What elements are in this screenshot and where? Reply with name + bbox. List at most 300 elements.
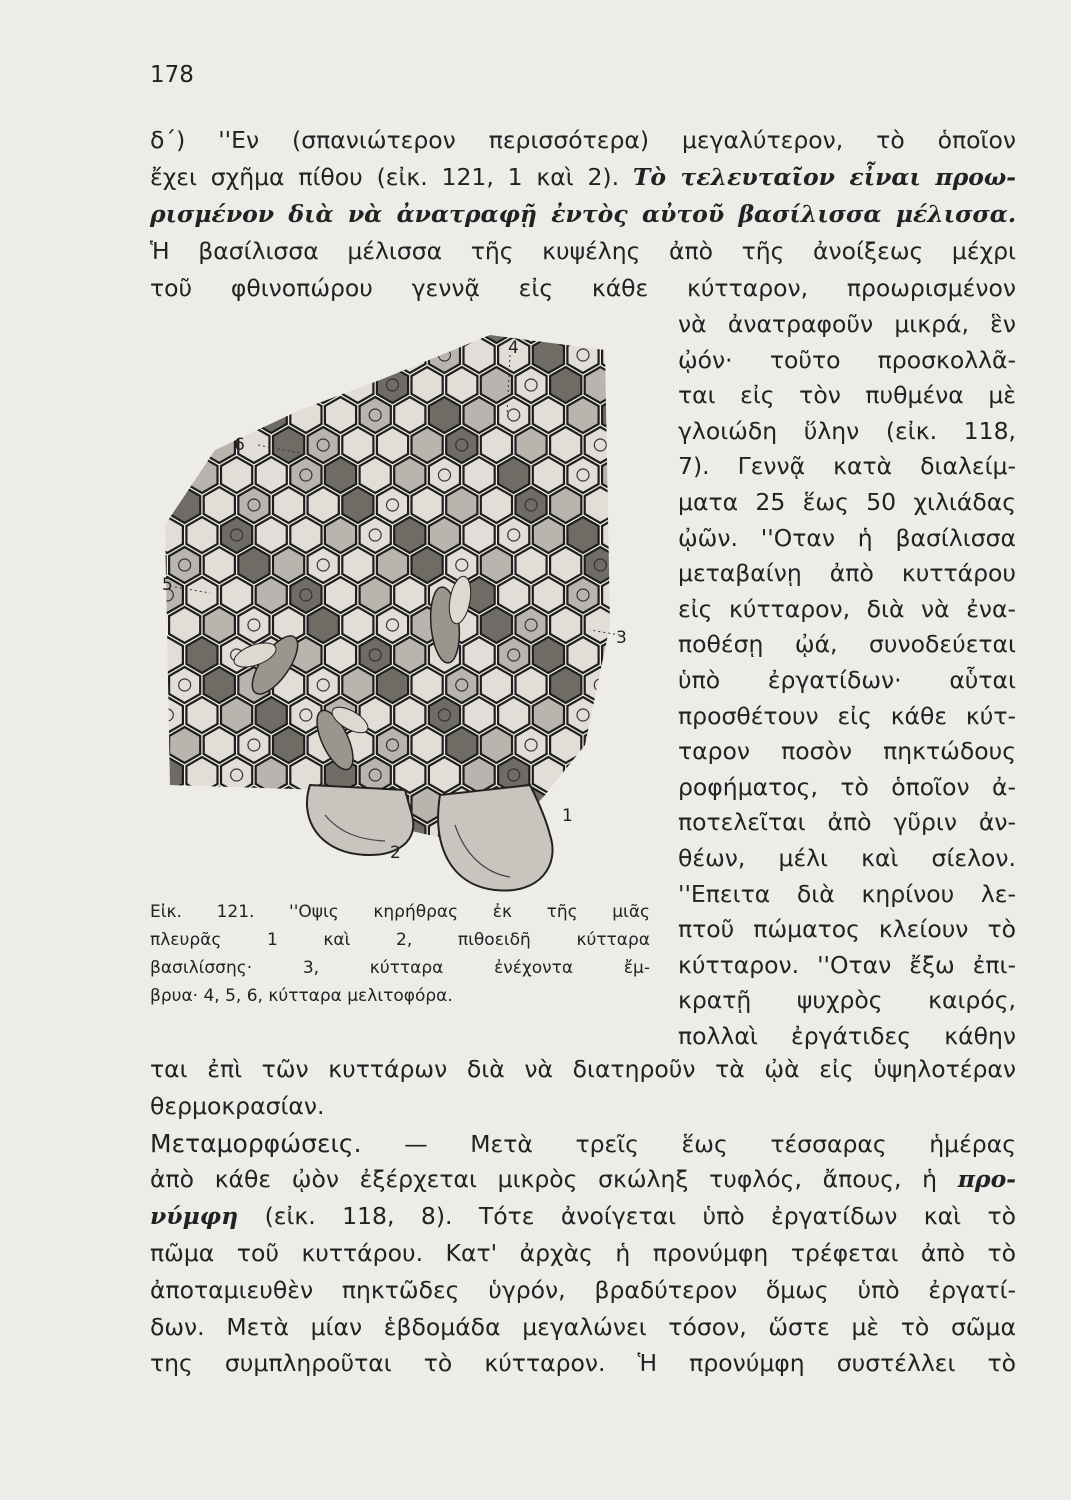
comb-cell [221, 517, 252, 553]
text-line: εἰς κύτταρον, διὰ νὰ ἐνα- [678, 594, 1016, 623]
cell-larva [646, 529, 658, 541]
figure-label-5: 5 [162, 575, 173, 595]
comb-cell [498, 517, 529, 553]
comb-cell [186, 697, 217, 733]
comb-cell [550, 667, 581, 703]
comb-cell [550, 325, 581, 343]
comb-cell [308, 667, 339, 703]
text-line: ται εἰς τὸν πυθμένα μὲ [678, 381, 1016, 410]
cell-larva [248, 859, 260, 871]
comb-cell [273, 325, 304, 343]
comb-cell [150, 667, 166, 703]
text-line [150, 1129, 1016, 1158]
comb-cell [567, 577, 598, 613]
figure-caption-line: Εἰκ. 121. ''Οψις κηρήθρας ἐκ τῆς μιᾶς [150, 902, 650, 922]
text-line: ποτελεῖται ἀπὸ γῦριν ἀν- [678, 808, 1016, 837]
comb-cell [516, 727, 547, 763]
comb-cell [602, 397, 633, 433]
text-line [150, 237, 1016, 265]
comb-cell [256, 577, 287, 613]
comb-cell [221, 457, 252, 493]
comb-cell [464, 637, 495, 673]
comb-cell [429, 457, 460, 493]
comb-cell [238, 487, 269, 523]
comb-cell [585, 607, 616, 643]
comb-cell [446, 325, 477, 343]
comb-cell [221, 397, 252, 433]
cell-larva [161, 829, 173, 841]
text-run: νύμφη [150, 1202, 239, 1231]
comb-cell [637, 877, 668, 900]
comb-cell [256, 817, 287, 853]
comb-cell [152, 457, 183, 493]
comb-cell [602, 877, 633, 900]
comb-cell [567, 637, 598, 673]
comb-cell [308, 847, 339, 883]
comb-cell [150, 487, 166, 523]
comb-cell [412, 727, 443, 763]
comb-cell [567, 517, 598, 553]
comb-cell [550, 367, 581, 403]
comb-cell [256, 697, 287, 733]
comb-cell [308, 367, 339, 403]
comb-cell [412, 667, 443, 703]
text-line: νὰ ἀνατραφοῦν μικρά, ἓν [678, 310, 1016, 338]
comb-cell [412, 847, 443, 883]
text-line [150, 126, 1016, 154]
comb-cell [152, 877, 183, 900]
comb-cell [273, 727, 304, 763]
comb-cell [325, 457, 356, 493]
comb-cell [637, 637, 668, 673]
comb-cell [360, 877, 391, 900]
cell-larva [300, 349, 312, 361]
figure-caption-line: βρυα· 4, 5, 6, κύτταρα μελιτοφόρα. [150, 986, 453, 1006]
comb-cell [429, 697, 460, 733]
comb-cell [325, 637, 356, 673]
text-line [150, 1313, 1016, 1341]
comb-cell [567, 337, 598, 373]
comb-cell [637, 517, 668, 553]
comb-cell [585, 727, 616, 763]
comb-cell [221, 877, 252, 900]
comb-cell [533, 757, 564, 793]
comb-cell [516, 367, 547, 403]
text-run: (εἰκ. 118, 8). Τότε ἀνοίγεται ὑπὸ ἐργατίδων καὶ τὸ [238, 1202, 1016, 1231]
comb-cell [619, 547, 650, 583]
comb-cell [481, 487, 512, 523]
comb-cell [204, 727, 235, 763]
cell-larva [646, 769, 658, 781]
comb-cell [186, 517, 217, 553]
cell-larva [248, 379, 260, 391]
comb-cell [186, 757, 217, 793]
comb-cell [238, 367, 269, 403]
comb-cell [290, 457, 321, 493]
text-line: ᾠῶν. ''Οταν ἡ βασίλισσα [678, 523, 1016, 552]
text-line: προσθέτουν εἰς κάθε κύτ- [678, 701, 1016, 730]
comb-cell [567, 877, 598, 900]
cell-larva [179, 325, 191, 331]
text-line: γλοιώδη ὕλην (εἰκ. 118, [678, 416, 1016, 445]
comb-cell [394, 697, 425, 733]
comb-cell [412, 487, 443, 523]
comb-cell [619, 847, 650, 883]
comb-cell [377, 367, 408, 403]
comb-cell [637, 457, 668, 493]
comb-cell [637, 337, 668, 373]
comb-cell [637, 397, 668, 433]
text-run: ἀποταμιευθὲν πηκτῶδες ὑγρόν, βραδύτερον ὅμως ὑπὸ ἐργατί- [150, 1275, 1016, 1304]
comb-cell [602, 757, 633, 793]
comb-cell [256, 517, 287, 553]
comb-cell [273, 367, 304, 403]
text-run: — Μετὰ τρεῖς ἕως τέσσαρας ἡμέρας [361, 1129, 1016, 1158]
comb-cell [394, 397, 425, 433]
comb-cell [619, 487, 650, 523]
comb-cell [377, 667, 408, 703]
comb-cell [221, 337, 252, 373]
comb-cell [169, 325, 200, 343]
comb-cell [412, 325, 443, 343]
comb-cell [602, 517, 633, 553]
comb-cell [533, 697, 564, 733]
comb-cell [567, 397, 598, 433]
comb-cell [377, 487, 408, 523]
comb-cell [186, 637, 217, 673]
comb-cell [377, 427, 408, 463]
comb-cell [169, 787, 200, 823]
text-line [150, 1092, 1016, 1120]
comb-cell [377, 727, 408, 763]
comb-cell [481, 427, 512, 463]
comb-cell [533, 577, 564, 613]
text-run: θερμοκρασίαν. [150, 1091, 325, 1120]
comb-cell [394, 337, 425, 373]
comb-cell [290, 877, 321, 900]
honeycomb-figure [150, 325, 670, 900]
comb-cell [550, 487, 581, 523]
queen-cell-1 [438, 785, 552, 891]
comb-cell [481, 727, 512, 763]
comb-cell [394, 877, 425, 900]
text-line: θέων, μέλι καὶ σίελον. [678, 844, 1016, 872]
comb-cell [516, 487, 547, 523]
comb-cell [342, 667, 373, 703]
text-line [150, 1276, 1016, 1304]
comb-cell [325, 397, 356, 433]
comb-cell [342, 487, 373, 523]
comb-cell [394, 637, 425, 673]
text-run: ἀπὸ κάθε ᾠὸν ἐξέρχεται μικρὸς σκώληξ τυφλός, ἄπους, ἡ [150, 1165, 958, 1194]
comb-cell [377, 547, 408, 583]
cell-larva [594, 325, 606, 331]
text-line: ''Επειτα διὰ κηρίνου λε- [678, 879, 1016, 908]
comb-cell [516, 547, 547, 583]
text-line: 7). Γεννᾷ κατὰ διαλείμ- [678, 452, 1016, 481]
comb-cell [221, 697, 252, 733]
comb-cell [498, 697, 529, 733]
comb-cell [186, 457, 217, 493]
comb-cell [550, 847, 581, 883]
comb-cell [394, 757, 425, 793]
comb-cell [394, 457, 425, 493]
comb-cell [221, 817, 252, 853]
comb-cell [360, 517, 391, 553]
comb-cell [360, 337, 391, 373]
text-line [150, 1202, 1016, 1230]
honeycomb-illustration [150, 325, 670, 900]
text-run: Ἡ βασίλισσα μέλισσα τῆς κυψέλης ἀπὸ τῆς ἀνοίξεως μέχρι [150, 237, 1016, 265]
comb-cell [152, 697, 183, 733]
comb-cell [446, 667, 477, 703]
comb-cell [481, 607, 512, 643]
comb-cell [204, 667, 235, 703]
comb-cell [464, 517, 495, 553]
figure-label-2: 2 [390, 843, 401, 863]
comb-cell [637, 757, 668, 793]
comb-cell [169, 487, 200, 523]
comb-cell [150, 787, 166, 823]
comb-cell [204, 427, 235, 463]
comb-cell [186, 817, 217, 853]
comb-cell [204, 607, 235, 643]
comb-cell [533, 457, 564, 493]
comb-cell [377, 607, 408, 643]
comb-cell [498, 577, 529, 613]
comb-cell [498, 637, 529, 673]
comb-cell [619, 427, 650, 463]
comb-cell [429, 757, 460, 793]
text-line [150, 1239, 1016, 1267]
comb-cell [498, 457, 529, 493]
comb-cell [290, 337, 321, 373]
comb-cell [152, 517, 183, 553]
comb-cell [550, 547, 581, 583]
comb-cell [150, 367, 166, 403]
text-line [150, 1349, 1016, 1377]
comb-cell [256, 457, 287, 493]
comb-cell [429, 517, 460, 553]
comb-cell [221, 577, 252, 613]
comb-cell [238, 787, 269, 823]
comb-cell [204, 325, 235, 343]
comb-cell [585, 547, 616, 583]
text-run: τοῦ φθινοπώρου γεννᾷ εἰς κάθε κύτταρον, προωρισμένον [150, 274, 1016, 302]
text-run: δων. Μετὰ μίαν ἑβδομάδα μεγαλώνει τόσον, ὥστε μὲ τὸ σῶμα [150, 1312, 1016, 1341]
comb-cell [308, 487, 339, 523]
comb-cell [308, 607, 339, 643]
comb-cell [238, 727, 269, 763]
comb-cell [533, 637, 564, 673]
figure-caption-line: πλευρᾶς 1 καὶ 2, πιθοειδῆ κύτταρα [150, 930, 650, 950]
comb-cell [150, 607, 166, 643]
cell-larva [231, 409, 243, 421]
text-run: Τὸ τελευταῖον εἶναι προω- [632, 163, 1017, 191]
text-line [150, 274, 1016, 302]
comb-cell [152, 397, 183, 433]
comb-cell [412, 427, 443, 463]
cell-larva [161, 349, 173, 361]
comb-cell [602, 697, 633, 733]
comb-cell [585, 325, 616, 343]
comb-cell [169, 847, 200, 883]
comb-cell [273, 787, 304, 823]
comb-cell [342, 325, 373, 343]
comb-cell [273, 847, 304, 883]
comb-cell [446, 727, 477, 763]
comb-cell [256, 877, 287, 900]
comb-cell [150, 727, 166, 763]
comb-cell [533, 517, 564, 553]
text-line: ταρον ποσὸν πηκτώδους [678, 737, 1016, 766]
text-run: δ΄) ''Εν (σπανιώτερον περισσότερα) μεγαλύτερον, τὸ ὁποῖον [150, 126, 1016, 154]
comb-cell [412, 547, 443, 583]
section-heading: Μεταμορφώσεις. [150, 1128, 362, 1158]
comb-cell [290, 397, 321, 433]
comb-cell [342, 547, 373, 583]
comb-cell [429, 337, 460, 373]
cell-larva [179, 439, 191, 451]
comb-cell [221, 757, 252, 793]
comb-cell [585, 487, 616, 523]
comb-cell [256, 337, 287, 373]
comb-cell [273, 427, 304, 463]
comb-cell [238, 325, 269, 343]
comb-cell [152, 637, 183, 673]
comb-cell [585, 367, 616, 403]
text-line: κρατῇ ψυχρὸς καιρός, [678, 986, 1016, 1015]
comb-cell [238, 607, 269, 643]
text-line: πολλαὶ ἐργάτιδες κάθην [678, 1022, 1016, 1050]
comb-cell [533, 397, 564, 433]
comb-cell [446, 487, 477, 523]
comb-cell [204, 367, 235, 403]
comb-cell [169, 547, 200, 583]
comb-cell [325, 517, 356, 553]
comb-cell [619, 667, 650, 703]
cell-larva [594, 799, 606, 811]
cell-larva [179, 799, 191, 811]
comb-cell [602, 577, 633, 613]
text-run: ρισμένον διὰ νὰ ἀνατραφῇ ἐντὸς αὐτοῦ βασίλισσα μέλισσα. [150, 200, 1016, 228]
text-line [150, 1165, 1016, 1193]
comb-cell [342, 427, 373, 463]
comb-cell [152, 757, 183, 793]
cell-larva [646, 649, 658, 661]
comb-cell [619, 325, 650, 343]
comb-cell [204, 847, 235, 883]
comb-cell [342, 607, 373, 643]
comb-cell [256, 397, 287, 433]
comb-cell [446, 427, 477, 463]
comb-cell [150, 325, 166, 343]
comb-cell [481, 547, 512, 583]
text-run: πῶμα τοῦ κυττάρου. Κατ' ἀρχὰς ἡ προνύμφη τρέφεται ἀπὸ τὸ [150, 1239, 1016, 1267]
comb-cell [186, 877, 217, 900]
comb-cell [481, 367, 512, 403]
comb-cell [238, 847, 269, 883]
text-line: κύτταρον. ''Οταν ἔξω ἐπι- [678, 950, 1016, 979]
comb-cell [567, 697, 598, 733]
comb-cell [516, 667, 547, 703]
comb-cell [169, 727, 200, 763]
comb-cell [308, 325, 339, 343]
comb-cell [308, 547, 339, 583]
text-run: ἔχει σχῆμα πίθου (εἰκ. 121, 1 καὶ 2). [150, 163, 633, 191]
comb-cell [602, 457, 633, 493]
comb-cell [429, 397, 460, 433]
comb-cell [377, 325, 408, 343]
text-line: ᾠόν· τοῦτο προσκολλᾶ- [678, 345, 1016, 374]
cell-larva [369, 889, 381, 900]
comb-cell [619, 787, 650, 823]
cell-larva [231, 889, 243, 900]
comb-cell [152, 337, 183, 373]
comb-cell [637, 697, 668, 733]
comb-cell [360, 577, 391, 613]
comb-cell [290, 577, 321, 613]
comb-cell [567, 457, 598, 493]
cell-larva [646, 889, 658, 900]
comb-cell [464, 457, 495, 493]
comb-cell [464, 397, 495, 433]
comb-cell [567, 757, 598, 793]
comb-cell [464, 697, 495, 733]
comb-cell [273, 487, 304, 523]
comb-cell [498, 397, 529, 433]
figure-caption-line: βασιλίσσης· 3, κύτταρα ἐνέχοντα ἔμ- [150, 958, 650, 978]
text-line: ὑπὸ ἐργατίδων· αὗται [678, 666, 1016, 694]
comb-cell [325, 877, 356, 900]
comb-cell [152, 817, 183, 853]
comb-cell [204, 487, 235, 523]
comb-cell [533, 337, 564, 373]
comb-cell [550, 727, 581, 763]
comb-cell [446, 367, 477, 403]
comb-cell [186, 397, 217, 433]
comb-cell [204, 547, 235, 583]
comb-cell [637, 577, 668, 613]
figure-label-6: 6 [234, 435, 245, 455]
text-run: της συμπληροῦται τὸ κύτταρον. Ἡ προνύμφη συστέλλει τὸ [150, 1349, 1016, 1378]
comb-cell [325, 577, 356, 613]
comb-cell [464, 757, 495, 793]
comb-cell [637, 817, 668, 853]
text-line: ποθέσῃ ᾠά, συνοδεύεται [678, 630, 1016, 659]
comb-cell [308, 427, 339, 463]
comb-cell [516, 607, 547, 643]
comb-cell [516, 427, 547, 463]
comb-cell [394, 517, 425, 553]
cell-larva [456, 325, 468, 331]
comb-cell [150, 847, 166, 883]
text-run: προ- [957, 1165, 1016, 1194]
comb-cell [360, 397, 391, 433]
comb-cell [150, 427, 166, 463]
comb-cell [585, 787, 616, 823]
cell-larva [317, 325, 329, 331]
comb-cell [169, 367, 200, 403]
comb-cell [464, 337, 495, 373]
figure-label-3: 3 [616, 628, 627, 648]
comb-cell [619, 367, 650, 403]
comb-cell [204, 787, 235, 823]
figure-label-4: 4 [508, 338, 519, 358]
comb-cell [342, 367, 373, 403]
comb-cell [585, 667, 616, 703]
text-line: μεταβαίνῃ ἀπὸ κυττάρου [678, 559, 1016, 588]
